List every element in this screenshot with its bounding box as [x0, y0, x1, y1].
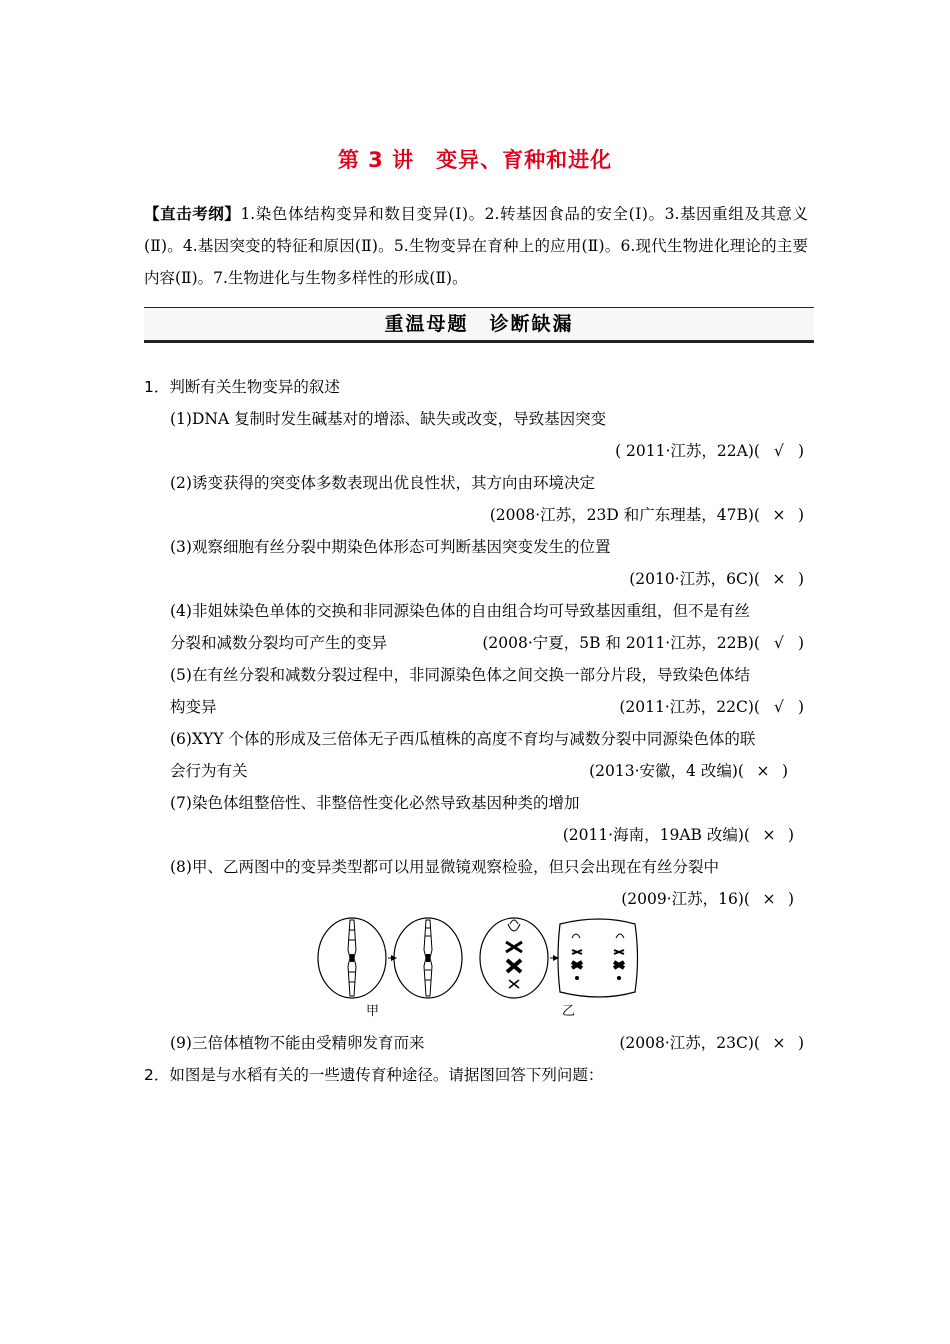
syllabus-tag: 【直击考纲】	[144, 204, 241, 223]
section-banner: 重温母题 诊断缺漏	[144, 307, 814, 343]
figure-label-jia: 甲	[366, 1004, 380, 1019]
q1-item-8-source: (2009·江苏，16)( × )	[621, 890, 794, 908]
syllabus-text: 1.染色体结构变异和数目变异(Ⅰ)。2.转基因食品的安全(Ⅰ)。3.基因重组及其意义(Ⅱ)。4.基因突变的特征和原因(Ⅱ)。5.生物变异在育种上的应用(Ⅱ)。6.现代生物进化理论的主要内容(Ⅱ)。7.生物进化与生物多样性的形成(Ⅱ)。	[144, 205, 808, 287]
q1-item-4-text: (4)非姐妹染色单体的交换和非同源染色体的自由组合均可导致基因重组，但不是有丝	[170, 602, 750, 620]
q1-item-7-source: (2011·海南，19AB 改编)( × )	[562, 826, 794, 844]
q1-item-2-source: (2008·江苏，23D 和广东理基，47B)( × )	[489, 506, 804, 524]
question-2-heading: 2．如图是与水稻有关的一些遗传育种途径。请据图回答下列问题：	[144, 1066, 604, 1084]
q1-item-6-text: (6)XYY 个体的形成及三倍体无子西瓜植株的高度不育均与减数分裂中同源染色体的联	[170, 730, 756, 748]
chromosome-variation-figure	[310, 910, 650, 1020]
q1-item-4-text-cont: 分裂和减数分裂均可产生的变异	[170, 634, 388, 652]
q1-item-7-text: (7)染色体组整倍性、非整倍性变化必然导致基因种类的增加	[170, 794, 580, 812]
question-1-heading: 1．判断有关生物变异的叙述	[144, 378, 340, 396]
page-title: 第 3 讲 变异、育种和进化	[337, 148, 613, 172]
q1-item-5-text: (5)在有丝分裂和减数分裂过程中，非同源染色体之间交换一部分片段，导致染色体结	[170, 666, 750, 684]
syllabus-paragraph	[144, 198, 808, 294]
q1-item-1-source: ( 2011·江苏，22A)( √ )	[615, 442, 804, 460]
q1-item-5-text-cont: 构变异	[170, 698, 217, 716]
cell-jia-before	[318, 918, 386, 998]
cell-yi-after	[558, 919, 638, 997]
q1-item-6-text-cont: 会行为有关	[170, 762, 248, 780]
q1-item-5-source: (2011·江苏，22C)( √ )	[619, 698, 804, 716]
q1-item-3-text: (3)观察细胞有丝分裂中期染色体形态可判断基因突变发生的位置	[170, 538, 611, 556]
q1-item-2-text: (2)诱变获得的突变体多数表现出优良性状，其方向由环境决定	[170, 474, 595, 492]
q1-item-1-text: (1)DNA 复制时发生碱基对的增添、缺失或改变，导致基因突变	[170, 410, 607, 428]
q1-item-9-text: (9)三倍体植物不能由受精卵发育而来	[170, 1034, 425, 1052]
q1-item-9-source: (2008·江苏，23C)( × )	[619, 1034, 804, 1052]
cell-jia-after	[394, 918, 462, 998]
q1-item-4-source: (2008·宁夏，5B 和 2011·江苏，22B)( √ )	[482, 634, 804, 652]
figure-label-yi: 乙	[562, 1004, 576, 1019]
q1-item-6-source: (2013·安徽，4 改编)( × )	[589, 762, 788, 780]
q1-item-3-source: (2010·江苏，6C)( × )	[629, 570, 804, 588]
cell-yi-before	[480, 918, 548, 998]
q1-item-8-text: (8)甲、乙两图中的变异类型都可以用显微镜观察检验，但只会出现在有丝分裂中	[170, 858, 719, 876]
